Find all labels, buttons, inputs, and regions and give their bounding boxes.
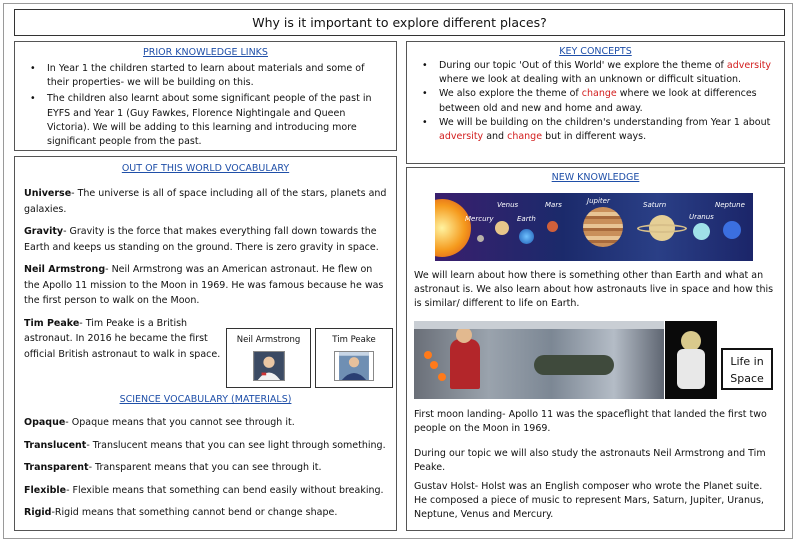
jupiter-icon — [583, 207, 623, 247]
vocab-universe: Universe- The universe is all of space including all of the stars, planets and galaxies. — [24, 188, 387, 215]
station-panel — [414, 321, 664, 329]
earth-icon — [519, 229, 534, 244]
page-title: Why is it important to explore different places? — [14, 9, 785, 36]
planet-label: Mercury — [465, 215, 494, 223]
orange-balls — [424, 351, 432, 359]
science-rigid: Rigid-Rigid means that something cannot bend or change shape. — [24, 507, 338, 518]
prior-bullet: • The children also learnt about some significant people of the past in EYFS and Year 1 (Guy Fawkes, Florence Nightingale and Queen Victoria). We will be adding to this learning and introducing more significant people from the past. — [15, 92, 388, 149]
change-term: change — [581, 88, 617, 100]
science-vocabulary-heading: SCIENCE VOCABULARY (MATERIALS) — [119, 394, 292, 405]
planet-label: Mars — [545, 201, 562, 209]
venus-icon — [495, 221, 509, 235]
neil-armstrong-photo — [253, 351, 285, 381]
planet-label: Saturn — [643, 201, 667, 209]
tim-peake-photo — [334, 351, 374, 381]
floating-astronaut — [534, 355, 614, 375]
key-concepts-box — [406, 41, 785, 164]
planet-label: Jupiter — [587, 197, 610, 205]
astronauts-photo — [414, 321, 664, 399]
solar-system-image — [435, 193, 753, 261]
key-concepts-heading: KEY CONCEPTS — [559, 46, 632, 57]
concept-bullet: • We also explore the theme of change where we look at differences between old and new and home and away. — [407, 87, 778, 115]
astronaut-head — [456, 327, 472, 343]
neptune-icon — [723, 221, 741, 239]
science-flexible: Flexible- Flexible means that something can bend easily without breaking. — [24, 484, 384, 496]
uranus-icon — [693, 223, 710, 240]
neil-armstrong-caption: Neil Armstrong — [236, 335, 301, 345]
vocabulary-heading: OUT OF THIS WORLD VOCABULARY — [121, 163, 290, 174]
prior-knowledge-box — [14, 41, 397, 151]
tim-peake-card — [315, 328, 393, 388]
vocab-gravity: Gravity- Gravity is the force that makes everything fall down towards the Earth and keeps us standing on the ground. There is zero gravity in space. — [24, 226, 379, 253]
astronauts-study-text: During our topic we will also study the astronauts Neil Armstrong and Tim Peake. — [414, 448, 766, 473]
change-term: change — [507, 131, 543, 143]
planet-label: Venus — [497, 201, 519, 209]
adversity-term: adversity — [726, 60, 772, 71]
planet-label: Uranus — [689, 213, 714, 221]
concept-bullet: • During our topic 'Out of this World' we explore the theme of adversity where we look at dealing with an unknown or difficult situation. — [407, 59, 778, 87]
life-in-space-label: Life in Space — [721, 348, 773, 390]
mercury-icon — [477, 235, 484, 242]
prior-knowledge-heading: PRIOR KNOWLEDGE LINKS — [143, 47, 268, 58]
vocab-tim-peake: Tim Peake- Tim Peake is a British astronaut. In 2016 he became the first official British astronaut to walk in space. — [24, 317, 221, 360]
planet-label: Earth — [517, 215, 536, 223]
new-knowledge-intro: We will learn about how there is something other than Earth and what an astronaut is. We also learn about how astronauts live in space and how this is similar/ different to life on Earth. — [414, 270, 774, 309]
astronaut-red-shirt — [450, 339, 480, 389]
moon-landing-text: First moon landing- Apollo 11 was the spaceflight that landed the first two people on the Moon in 1969. — [414, 409, 767, 434]
moon-astronaut-photo — [665, 321, 717, 399]
planet-label: Neptune — [715, 201, 745, 209]
science-opaque: Opaque- Opaque means that you cannot see through it. — [24, 417, 295, 428]
neil-armstrong-card — [226, 328, 311, 388]
concept-bullet: • We will be building on the children's understanding from Year 1 about adversity and change but in different ways. — [407, 116, 778, 144]
vocabulary-box — [14, 156, 397, 531]
new-knowledge-heading: NEW KNOWLEDGE — [551, 172, 640, 183]
prior-bullet: • In Year 1 the children started to learn about materials and some of their properties- we will be building on this. — [15, 62, 388, 90]
saturn-ring-icon — [637, 224, 687, 233]
science-transparent: Transparent- Transparent means that you can see through it. — [24, 462, 322, 473]
sun-icon — [435, 199, 471, 257]
poster — [3, 3, 793, 539]
science-translucent: Translucent- Translucent means that you can see light through something. — [24, 439, 386, 451]
vocab-neil-armstrong: Neil Armstrong- Neil Armstrong was an American astronaut. He flew on the Apollo 11 mission to the Moon in 1969. He was famous because he was the first person to walk on the Moon. — [24, 264, 384, 306]
adversity-term: adversity — [439, 131, 484, 143]
tim-peake-caption: Tim Peake — [332, 335, 376, 345]
holst-text: Gustav Holst- Holst was an English composer who wrote the Planet suite. He composed a piece of music to represent Mars, Saturn, Jupiter, Uranus, Neptune, Venus and Mercury. — [414, 481, 764, 520]
mars-icon — [547, 221, 558, 232]
new-knowledge-box — [406, 167, 785, 531]
